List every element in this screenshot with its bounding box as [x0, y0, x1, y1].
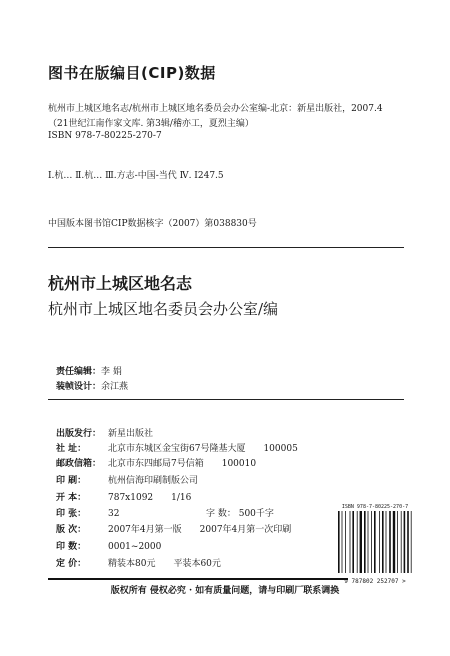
barcode-icon	[334, 505, 416, 577]
cip-line-2: （21世纪江南作家文库. 第3辑/稽亦工，夏烈主编）	[48, 119, 254, 129]
info-label: 开 本：	[56, 493, 87, 503]
info-value: 杭州信海印刷制版公司	[108, 476, 199, 486]
divider-bottom	[48, 578, 348, 580]
info-row-price	[56, 556, 221, 568]
staff-row	[56, 364, 122, 377]
info-label: 印 数：	[56, 542, 87, 552]
info-value: 精装本80元	[108, 559, 156, 569]
cip-record-number: 中国版本图书馆CIP数据核字（2007）第038830号	[48, 219, 257, 229]
info-extra: 2007年4月第一次印刷	[199, 525, 292, 535]
info-value: 新星出版社	[108, 429, 154, 439]
barcode-isbn-text: ISBN 978-7-80225-270-7	[341, 504, 409, 510]
cip-line-1: 杭州市上城区地名志/杭州市上城区地名委员会办公室编-北京：新星出版社，2007.4	[48, 104, 383, 114]
book-editor: 杭州市上城区地名委员会办公室/编	[48, 300, 279, 318]
staff-value: 余江燕	[101, 382, 129, 392]
info-label: 出版发行：	[56, 429, 102, 439]
cip-title: 图书在版编目(CIP)数据	[48, 64, 216, 82]
info-value: 32	[108, 509, 120, 519]
book-title: 杭州市上城区地名志	[48, 274, 193, 293]
info-value: 北京市东城区金宝街67号隆基大厦	[108, 444, 246, 454]
info-row-mailbox	[56, 456, 256, 468]
staff-row	[56, 379, 128, 392]
info-value: 2007年4月第一版	[108, 525, 182, 535]
info-row-sheets	[56, 506, 274, 518]
staff-value: 李 娟	[101, 367, 122, 377]
info-row-print-count	[56, 539, 161, 551]
info-value: 北京市东四邮局7号信箱	[108, 459, 204, 469]
info-label: 版 次：	[56, 525, 87, 535]
info-row-printer	[56, 473, 198, 485]
info-extra: 1/16	[171, 493, 192, 503]
info-label: 印 张：	[56, 509, 87, 519]
info-extra: 字 数： 500千字	[206, 509, 274, 519]
barcode-number: 9 787802 252707 >	[344, 578, 406, 585]
staff-label: 装帧设计：	[56, 382, 102, 392]
info-row-publisher	[56, 426, 153, 438]
info-label: 社 址：	[56, 444, 87, 454]
cip-isbn: ISBN 978-7-80225-270-7	[48, 131, 162, 141]
info-extra: 平装本60元	[173, 559, 221, 569]
divider-middle	[48, 399, 404, 400]
info-label: 印 刷：	[56, 476, 87, 486]
divider-top	[48, 247, 404, 248]
copyright-notice: 版权所有 侵权必究 · 如有质量问题，请与印刷厂联系调换	[110, 586, 340, 596]
info-value: 0001~2000	[108, 542, 162, 552]
info-row-address	[56, 441, 298, 453]
info-value: 787x1092	[108, 493, 154, 503]
info-row-edition	[56, 522, 291, 534]
info-row-format	[56, 490, 191, 502]
staff-label: 责任编辑：	[56, 367, 102, 377]
info-label: 定 价：	[56, 559, 87, 569]
cip-classification: Ⅰ.杭… Ⅱ.杭… Ⅲ.方志-中国-当代 Ⅳ. Ⅰ247.5	[48, 171, 224, 181]
info-extra: 100010	[221, 459, 257, 469]
info-extra: 100005	[263, 444, 298, 454]
info-label: 邮政信箱：	[56, 459, 102, 469]
